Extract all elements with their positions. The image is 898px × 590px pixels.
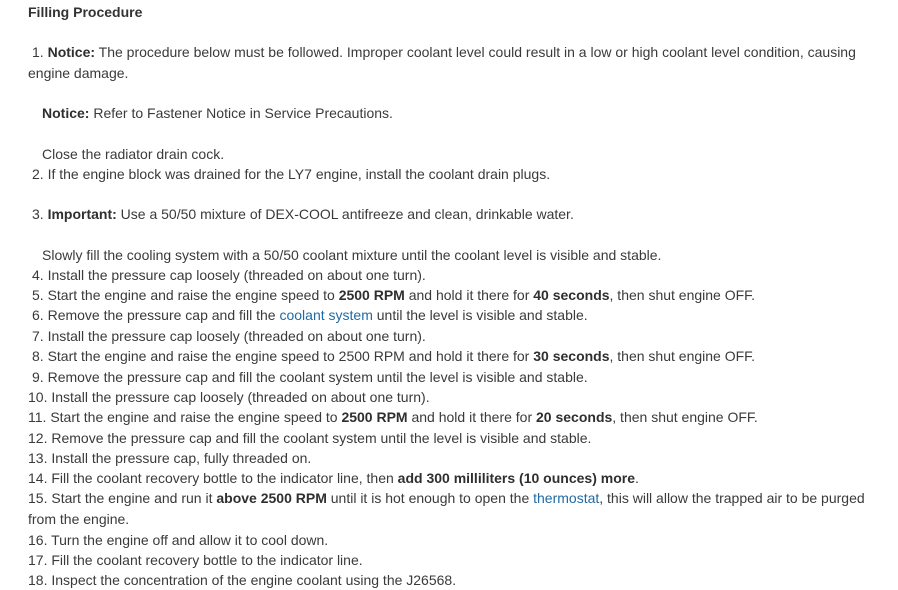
- step-number: 4.: [32, 267, 44, 283]
- step-text: until the level is visible and stable.: [372, 307, 588, 323]
- step-10: [28, 387, 430, 407]
- step-8: [32, 346, 755, 366]
- step-9: [32, 367, 588, 387]
- step-number: 15.: [28, 490, 48, 506]
- notice-text: Refer to Fastener Notice in Service Precautions.: [89, 105, 393, 121]
- step-text: Fill the coolant recovery bottle to the indicator line.: [51, 552, 363, 568]
- step-number: 6.: [32, 307, 44, 323]
- step-text: .: [634, 470, 639, 486]
- step-text: , then shut engine OFF.: [609, 348, 756, 364]
- step-text: If the engine block was drained for the LY7 engine, install the coolant drain plugs.: [47, 166, 551, 182]
- step-number: 13.: [28, 450, 48, 466]
- step-number: 10.: [28, 389, 48, 405]
- step-text: , then shut engine OFF.: [609, 287, 756, 303]
- step-11: [28, 407, 758, 427]
- step-14: [28, 468, 639, 488]
- step-text: Install the pressure cap loosely (threaded on about one turn).: [47, 328, 426, 344]
- notice-text: The procedure below must be followed. Improper coolant level could result in a low or high coolant level condition, causing engine damage.: [28, 44, 856, 81]
- step-4: [32, 265, 426, 285]
- step-text: Start the engine and raise the engine speed to: [50, 409, 342, 425]
- step-text: Install the pressure cap, fully threaded on.: [51, 450, 312, 466]
- step-1-notice: [28, 42, 878, 84]
- quantity-value: add 300 milliliters (10 ounces) more: [397, 470, 635, 486]
- step-3-action: Slowly fill the cooling system with a 50/50 coolant mixture until the coolant level is visible and stable.: [42, 247, 662, 263]
- step-6: [32, 305, 588, 325]
- step-number: 12.: [28, 430, 48, 446]
- step-number: 3.: [32, 206, 44, 222]
- step-text: , this will allow the trapped air to be purged from the engine.: [28, 490, 865, 527]
- step-text: Remove the pressure cap and fill the coolant system until the level is visible and stable.: [51, 430, 592, 446]
- step-number: 16.: [28, 532, 48, 548]
- step-text: Start the engine and raise the engine speed to 2500 RPM and hold it there for: [47, 348, 534, 364]
- step-7: [32, 326, 426, 346]
- section-title: Filling Procedure: [28, 4, 143, 20]
- step-text: Install the pressure cap loosely (threaded on about one turn).: [51, 389, 430, 405]
- thermostat-link[interactable]: thermostat: [533, 490, 600, 506]
- step-3-important: [32, 204, 574, 224]
- step-text: Turn the engine off and allow it to cool down.: [51, 532, 329, 548]
- duration-value: 30 seconds: [533, 348, 610, 364]
- step-number: 14.: [28, 470, 48, 486]
- important-text: Use a 50/50 mixture of DEX-COOL antifreeze and clean, drinkable water.: [116, 206, 574, 222]
- step-number: 5.: [32, 287, 44, 303]
- step-2: [32, 164, 550, 184]
- step-text: Fill the coolant recovery bottle to the indicator line, then: [51, 470, 398, 486]
- duration-value: 40 seconds: [533, 287, 610, 303]
- step-number: 1.: [32, 44, 44, 60]
- notice-label: Notice:: [42, 105, 90, 121]
- coolant-system-link[interactable]: coolant system: [279, 307, 373, 323]
- step-1-notice-2: [42, 103, 393, 123]
- rpm-value: above 2500 RPM: [216, 490, 327, 506]
- step-number: 9.: [32, 369, 44, 385]
- step-12: [28, 428, 591, 448]
- step-number: 2.: [32, 166, 44, 182]
- important-label: Important:: [47, 206, 117, 222]
- step-number: 7.: [32, 328, 44, 344]
- step-text: Inspect the concentration of the engine coolant using the J26568.: [51, 572, 457, 588]
- step-1-action: Close the radiator drain cock.: [42, 146, 225, 162]
- step-number: 8.: [32, 348, 44, 364]
- step-5: [32, 285, 755, 305]
- step-text: and hold it there for: [407, 409, 537, 425]
- step-text: Install the pressure cap loosely (threaded on about one turn).: [47, 267, 426, 283]
- step-text: and hold it there for: [404, 287, 534, 303]
- step-text: , then shut engine OFF.: [612, 409, 758, 425]
- step-number: 18.: [28, 572, 48, 588]
- step-text: Remove the pressure cap and fill the coolant system until the level is visible and stable.: [47, 369, 588, 385]
- step-text: Start the engine and raise the engine speed to: [47, 287, 339, 303]
- duration-value: 20 seconds: [536, 409, 613, 425]
- step-17: [28, 550, 363, 570]
- notice-label: Notice:: [47, 44, 96, 60]
- step-text: until it is hot enough to open the: [326, 490, 534, 506]
- step-18: [28, 570, 456, 590]
- step-number: 17.: [28, 552, 48, 568]
- step-13: [28, 448, 311, 468]
- rpm-value: 2500 RPM: [341, 409, 408, 425]
- step-number: 11.: [28, 409, 47, 425]
- step-text: Start the engine and run it: [51, 490, 217, 506]
- step-15: [28, 488, 883, 530]
- step-16: [28, 530, 328, 550]
- rpm-value: 2500 RPM: [338, 287, 405, 303]
- step-text: Remove the pressure cap and fill the: [47, 307, 280, 323]
